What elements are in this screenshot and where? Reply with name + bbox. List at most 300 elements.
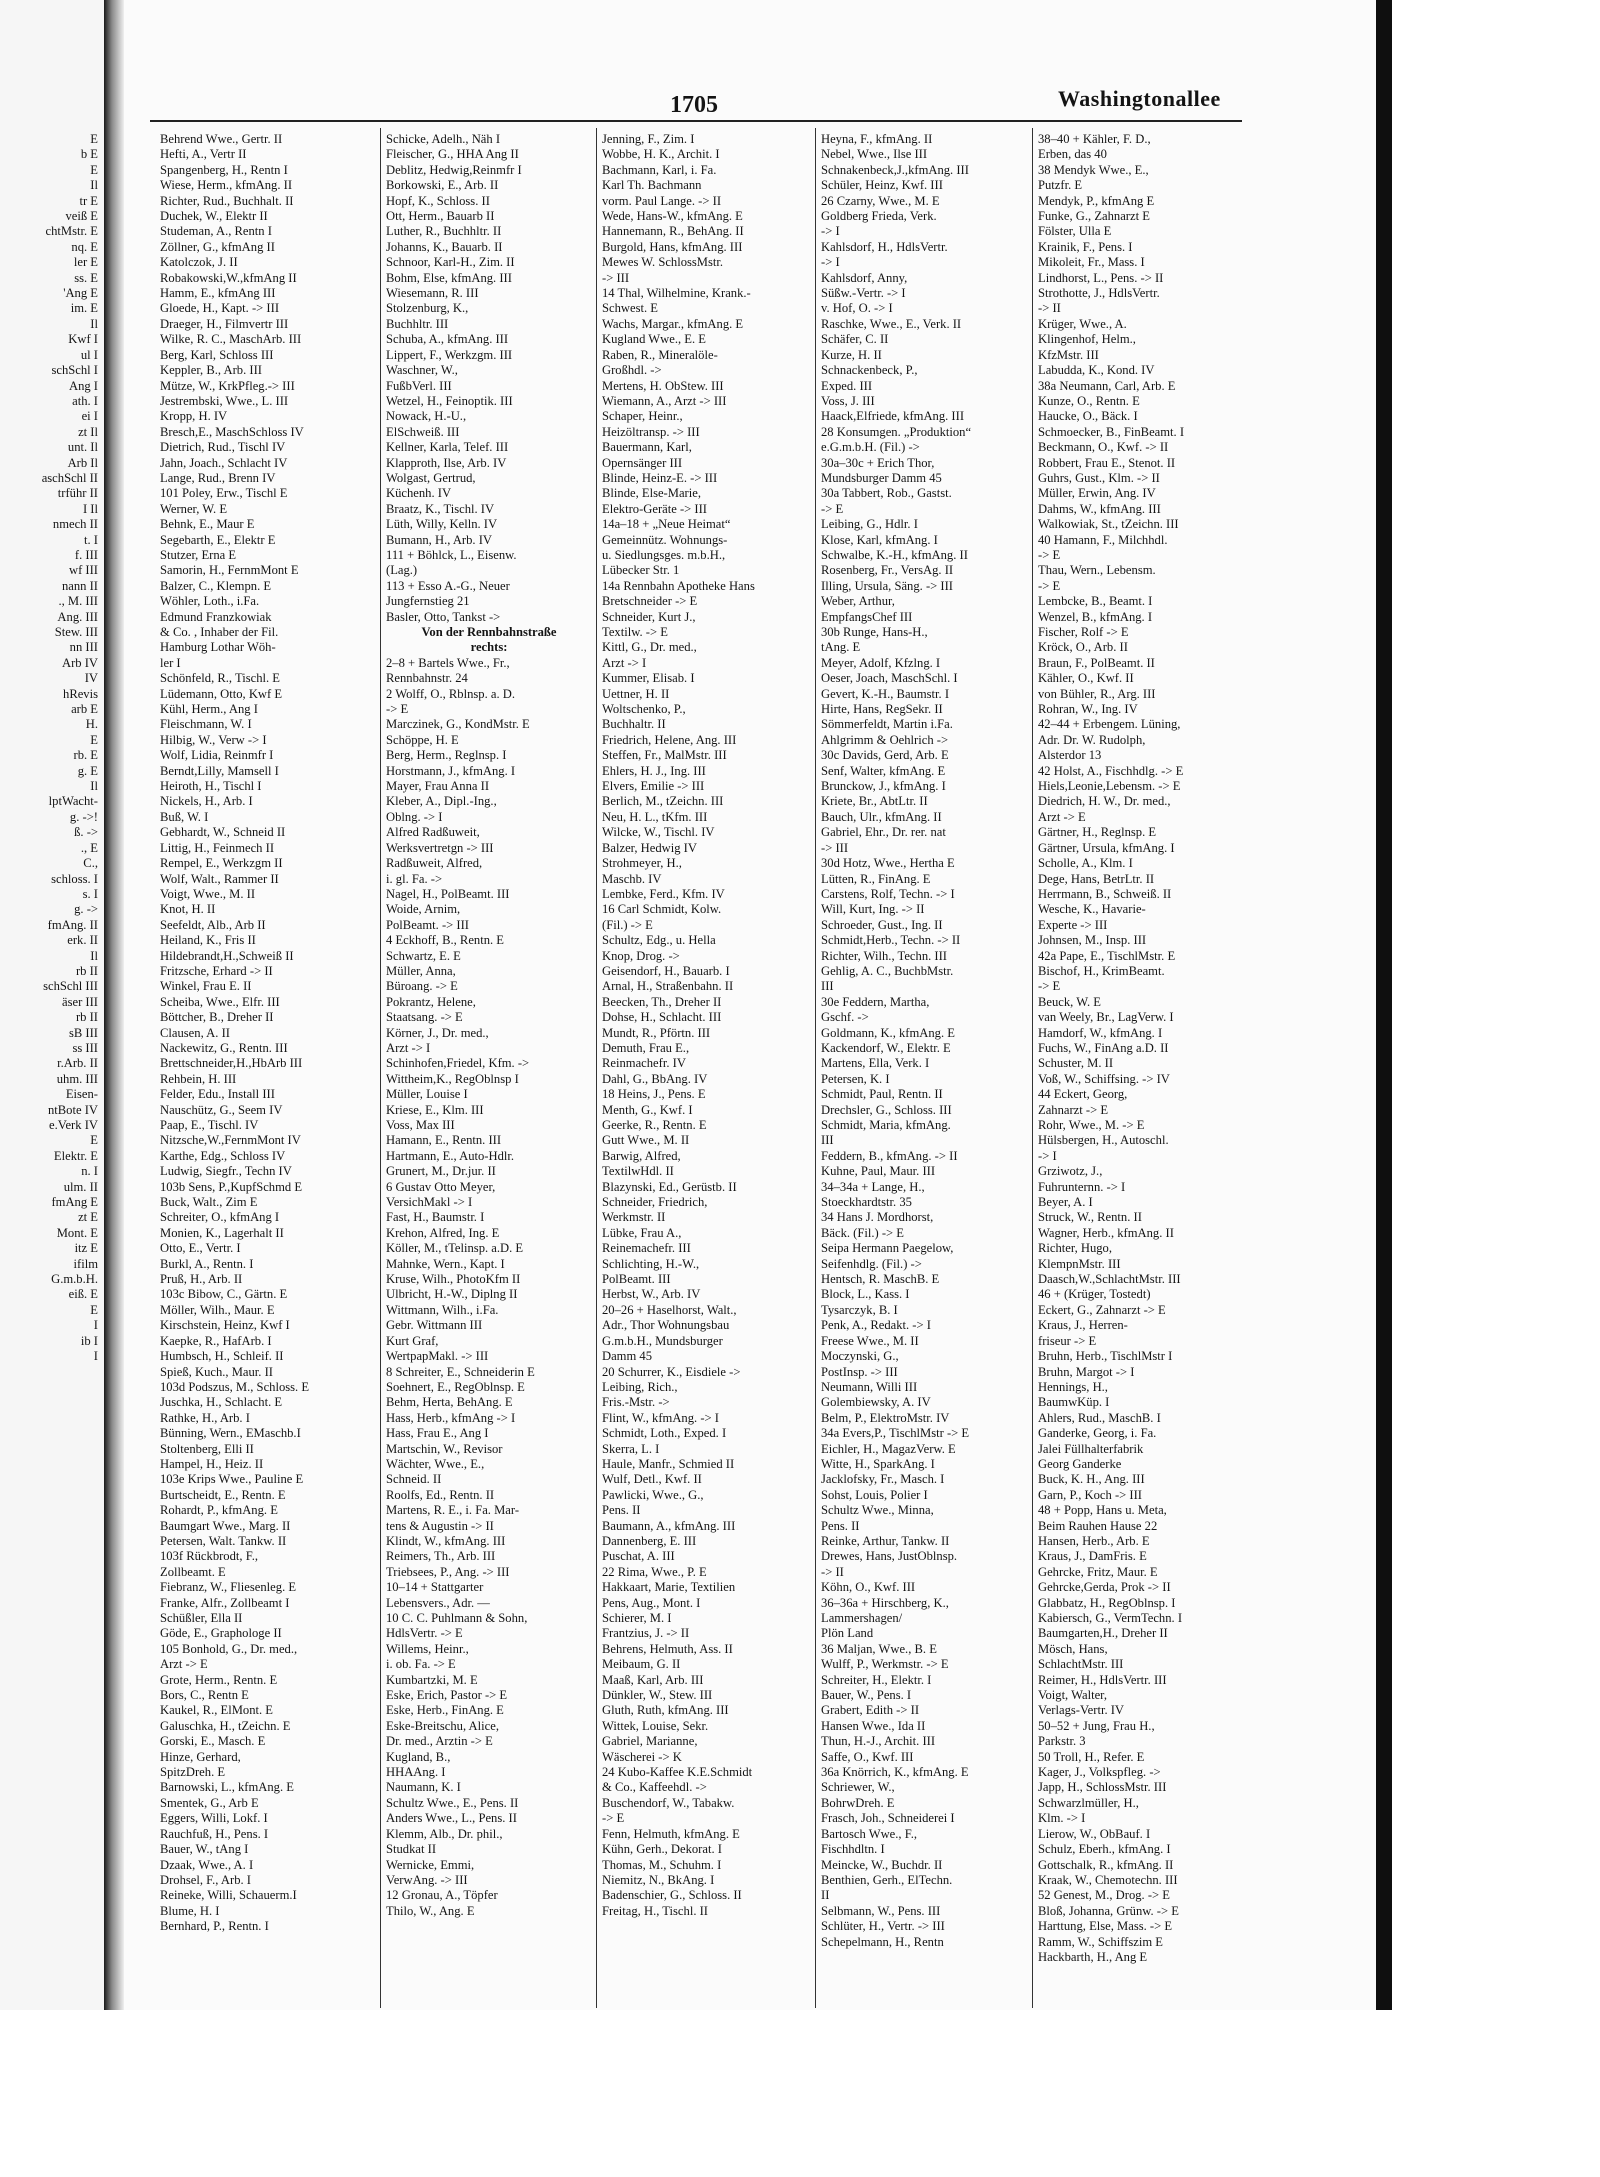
left-page-text: ler E	[73, 255, 98, 270]
directory-entry: Eske, Herb., FinAng. E	[386, 1703, 504, 1718]
directory-entry: Belm, P., ElektroMstr. IV	[821, 1410, 950, 1425]
directory-entry: Drechsler, G., Schloss. III	[821, 1102, 952, 1117]
directory-entry: Geerke, R., Rentn. E	[602, 1118, 707, 1132]
directory-entry: Seipa Hermann Paegelow,	[821, 1241, 954, 1256]
directory-entry: Müller, Erwin, Ang. IV	[1038, 486, 1156, 501]
directory-entry: Otto, E., Vertr. I	[160, 1241, 241, 1256]
directory-entry: Lütten, R., FinAng. E	[821, 871, 931, 886]
directory-entry: Kraak, W., Chemotechn. III	[1038, 1872, 1178, 1887]
directory-entry: Kittl, G., Dr. med.,	[602, 640, 697, 655]
directory-entry: Voss, J. III	[821, 393, 875, 408]
directory-entry: Wesche, K., Havarie-	[1038, 902, 1146, 917]
directory-entry: 103f Rückbrodt, F.,	[160, 1549, 258, 1564]
directory-entry: u. Siedlungsges. m.b.H.,	[602, 547, 726, 562]
directory-entry: Naumann, K. I	[386, 1780, 461, 1795]
directory-entry: Behnk, E., Maur E	[160, 517, 255, 532]
directory-column-1	[160, 132, 376, 1935]
directory-entry: Wilcke, W., Tischl. IV	[602, 825, 715, 840]
directory-entry: Baumgart Wwe., Marg. II	[160, 1518, 291, 1533]
directory-entry: 103b Sens, P.,KupfSchmd E	[160, 1179, 303, 1194]
directory-entry: Lebensvers., Adr. —	[386, 1595, 490, 1610]
directory-entry: Japp, H., SchlossMstr. III	[1038, 1780, 1167, 1795]
directory-entry: Fuchs, W., FinAng a.D. II	[1038, 1040, 1169, 1055]
directory-entry: Schmoecker, B., FinBeamt. I	[1038, 424, 1185, 439]
directory-entry: Triebsees, P., Ang. -> III	[386, 1564, 510, 1579]
directory-entry: Lübke, Frau A.,	[602, 1225, 682, 1240]
directory-entry: Schriewer, W.,	[821, 1780, 895, 1795]
directory-entry: Mundsburger Damm 45	[821, 470, 942, 485]
directory-entry: -> II	[821, 1564, 844, 1579]
directory-entry: 34a Evers,P., TischlMstr -> E	[821, 1426, 970, 1441]
directory-entry: 30b Runge, Hans-H.,	[821, 625, 928, 639]
left-page-text: zt Il	[78, 424, 98, 439]
directory-entry: Experte -> III	[1038, 917, 1108, 932]
directory-entry: PostInsp. -> III	[821, 1364, 898, 1379]
directory-entry: Burkl, A., Rentn. I	[160, 1256, 254, 1271]
left-page-text: im. E	[70, 301, 98, 316]
left-page-text: ., E	[80, 840, 98, 855]
directory-entry: VerwAng. -> III	[386, 1872, 468, 1887]
directory-entry: Wiemann, A., Arzt -> III	[602, 393, 727, 408]
directory-entry: 18 Heins, J., Pens. E	[602, 1087, 706, 1102]
directory-entry: Müller, Louise I	[386, 1087, 468, 1102]
directory-entry: EmpfangsChef III	[821, 609, 913, 624]
directory-entry: Alsterdor 13	[1038, 748, 1102, 763]
directory-entry: Karthe, Edg., Schloss IV	[160, 1148, 286, 1163]
directory-entry: Dahms, W., kfmAng. III	[1038, 501, 1161, 516]
directory-entry: Radßuweit, Alfred,	[386, 856, 483, 871]
directory-entry: Arnal, H., Straßenbahn. II	[602, 979, 734, 994]
left-page-text: g. ->	[74, 902, 98, 917]
directory-entry: Buck, Walt., Zim E	[160, 1195, 258, 1210]
directory-entry: 111 + Böhlck, L., Eisenw.	[386, 547, 517, 562]
directory-entry: -> III	[821, 840, 849, 855]
directory-entry: Dahl, G., BbAng. IV	[602, 1071, 708, 1086]
directory-entry: Wöhler, Loth., i.Fa.	[160, 594, 260, 609]
directory-entry: Wetzel, H., Feinoptik. III	[386, 393, 513, 408]
directory-entry: Beyer, A. I	[1038, 1195, 1093, 1210]
directory-entry: Hamm, E., kfmAng III	[160, 286, 276, 301]
directory-entry: Selbmann, W., Pens. III	[821, 1903, 941, 1918]
directory-entry: Braatz, K., Tischl. IV	[386, 501, 495, 516]
directory-entry: Jacklofsky, Fr., Masch. I	[821, 1472, 945, 1487]
directory-entry: Weber, Arthur,	[821, 594, 895, 609]
directory-entry: 22 Rima, Wwe., P. E	[602, 1564, 707, 1579]
left-page-text: ib I	[80, 1333, 98, 1348]
left-page-text: chtMstr. E	[45, 224, 98, 239]
directory-entry: Willems, Heinr.,	[386, 1641, 469, 1656]
directory-entry: Rennbahnstr. 24	[386, 671, 468, 686]
left-page-text: schloss. I	[51, 871, 98, 886]
directory-entry: Bresch,E., MaschSchloss IV	[160, 424, 304, 439]
directory-entry: Tysarczyk, B. I	[821, 1302, 898, 1317]
page-number: 1705	[670, 92, 718, 118]
directory-entry: Hass, Frau E., Ang I	[386, 1426, 489, 1441]
directory-entry: Dzaak, Wwe., A. I	[160, 1857, 254, 1872]
left-page-text: Arb IV	[61, 655, 98, 670]
left-page-text: aschSchl II	[41, 470, 98, 485]
directory-entry: Buß, W. I	[160, 809, 209, 824]
directory-entry: Kröck, O., Arb. II	[1038, 640, 1128, 655]
directory-entry: Heyna, F., kfmAng. II	[821, 132, 933, 146]
directory-entry: Eske, Erich, Pastor -> E	[386, 1688, 508, 1703]
directory-entry: Arzt -> I	[602, 655, 647, 670]
directory-entry: Struck, W., Rentn. II	[1038, 1210, 1142, 1225]
directory-entry: Dege, Hans, BetrLtr. II	[1038, 871, 1155, 886]
directory-entry: Kellner, Karla, Telef. III	[386, 440, 509, 455]
directory-entry: Berndt,Lilly, Mamsell I	[160, 763, 279, 778]
directory-entry: Humbsch, H., Schleif. II	[160, 1349, 284, 1364]
left-page-text: lptWacht-	[48, 794, 98, 809]
directory-entry: Hartmann, E., Auto-Hdlr.	[386, 1148, 515, 1163]
directory-entry: Badenschier, G., Schloss. II	[602, 1888, 742, 1903]
directory-entry: Gehlig, A. C., BuchbMstr.	[821, 963, 954, 978]
directory-entry: Kummer, Elisab. I	[602, 671, 695, 686]
directory-entry: Heiland, K., Fris II	[160, 933, 256, 948]
directory-entry: Block, L., Kass. I	[821, 1287, 910, 1302]
directory-entry: 50–52 + Jung, Frau H.,	[1038, 1718, 1155, 1733]
left-page-text: G.m.b.H.	[51, 1272, 98, 1287]
directory-entry: Woide, Arnim,	[386, 902, 461, 917]
directory-entry: Klose, Karl, kfmAng. I	[821, 532, 938, 547]
directory-entry: Gschf. ->	[821, 1010, 869, 1025]
directory-entry: Blinde, Heinz-E. -> III	[602, 470, 718, 485]
directory-entry: Ramm, W., Schiffszim E	[1038, 1934, 1164, 1949]
directory-entry: Golembiewsky, A. IV	[821, 1395, 931, 1410]
directory-entry: Balzer, Hedwig IV	[602, 840, 697, 855]
directory-entry: Reimer, H., HdlsVertr. III	[1038, 1672, 1167, 1687]
left-page-text: Ang I	[68, 378, 98, 393]
directory-entry: Marczinek, G., KondMstr. E	[386, 717, 530, 732]
directory-entry: Wolf, Lidia, Reinmfr I	[160, 748, 274, 763]
directory-entry: Schlichting, H.-W.,	[602, 1256, 700, 1271]
directory-entry: 113 + Esso A.-G., Neuer	[386, 578, 510, 593]
directory-entry: Ahlgrimm & Oehlrich ->	[821, 732, 949, 747]
directory-entry: Rosenberg, Fr., VersAg. II	[821, 563, 954, 578]
directory-entry: VersichMakl -> I	[386, 1195, 473, 1210]
directory-entry: 103c Bibow, C., Gärtn. E	[160, 1287, 288, 1302]
directory-column-4	[821, 132, 1028, 1950]
left-page-text: E	[90, 1133, 98, 1148]
left-page-text: g. E	[77, 763, 98, 778]
left-page-text: Kwf I	[68, 332, 98, 347]
directory-entry: Spangenberg, H., Rentn I	[160, 162, 288, 177]
directory-entry: Pens, Aug., Mont. I	[602, 1595, 701, 1610]
directory-entry: Grziwotz, J.,	[1038, 1164, 1103, 1179]
directory-entry: Brettschneider,H.,HbArb III	[160, 1056, 303, 1071]
left-page-text: wf III	[68, 563, 98, 578]
directory-entry: Geisendorf, H., Bauarb. I	[602, 963, 730, 978]
directory-entry: Kahlsdorf, Anny,	[821, 270, 908, 285]
directory-entry: rechts:	[470, 640, 508, 655]
directory-entry: Meyer, Adolf, Kfzlng. I	[821, 655, 941, 670]
directory-entry: Juschka, H., Schlacht. E	[160, 1395, 283, 1410]
column-rule	[815, 128, 816, 2008]
directory-entry: Lindhorst, L., Pens. -> II	[1038, 270, 1164, 285]
directory-entry: Thau, Wern., Lebensm.	[1038, 563, 1156, 578]
directory-entry: 38a Neumann, Carl, Arb. E	[1038, 378, 1176, 393]
directory-entry: Leibing, G., Hdlr. I	[821, 517, 918, 532]
directory-entry: Neu, H. L., tKfm. III	[602, 809, 708, 824]
left-page-text: trführ II	[57, 486, 98, 501]
directory-entry: Wächter, Wwe., E.,	[386, 1456, 485, 1471]
directory-entry: Schnoor, Karl-H., Zim. II	[386, 255, 515, 270]
directory-entry: i. ob. Fa. -> E	[386, 1657, 456, 1672]
directory-entry: Fast, H., Baumstr. I	[386, 1210, 485, 1225]
directory-entry: Staatsang. -> E	[386, 1010, 463, 1025]
directory-entry: Buck, K. H., Ang. III	[1038, 1472, 1145, 1487]
directory-entry: Stoeckhardtstr. 35	[821, 1195, 912, 1210]
directory-entry: Voigt, Walter,	[1038, 1688, 1108, 1703]
directory-entry: Will, Kurt, Ing. -> II	[821, 902, 925, 917]
directory-entry: Strohmeyer, H.,	[602, 856, 682, 871]
directory-entry: Fleischer, G., HHA Ang II	[386, 147, 519, 162]
directory-entry: Nickels, H., Arb. I	[160, 794, 253, 809]
left-page-text: Il	[90, 316, 98, 331]
directory-entry: 2–8 + Bartels Wwe., Fr.,	[386, 655, 510, 670]
left-page-text: f. III	[74, 547, 98, 562]
column-rule	[1032, 128, 1033, 2008]
left-page-text: e.Verk IV	[49, 1118, 98, 1132]
directory-entry: ler I	[160, 655, 181, 670]
directory-entry: Freitag, H., Tischl. II	[602, 1903, 709, 1918]
directory-entry: Gehrcke, Fritz, Maur. E	[1038, 1564, 1158, 1579]
directory-entry: TextilwHdl. II	[602, 1164, 674, 1179]
directory-entry: Dünkler, W., Stew. III	[602, 1688, 713, 1703]
directory-entry: Spieß, Kuch., Maur. II	[160, 1364, 273, 1379]
directory-entry: Wolf, Walt., Rammer II	[160, 871, 279, 886]
left-page-text: ath. I	[72, 393, 98, 408]
directory-entry: KfzMstr. III	[1038, 347, 1099, 362]
left-page-text: eiß. E	[68, 1287, 98, 1302]
directory-entry: Maschb. IV	[602, 871, 662, 886]
directory-entry: -> II	[1038, 301, 1061, 316]
left-page-text: schSchl I	[51, 363, 98, 378]
directory-entry: Lippert, F., Werkzgm. III	[386, 347, 513, 362]
directory-entry: Leibing, Rich.,	[602, 1379, 678, 1394]
directory-entry: Wulff, P., Werkmstr. -> E	[821, 1657, 949, 1672]
directory-entry: 36 Maljan, Wwe., B. E	[821, 1641, 937, 1656]
directory-entry: Bruhn, Margot -> I	[1038, 1364, 1135, 1379]
left-page-text: n. I	[81, 1164, 98, 1179]
directory-entry: Mösch, Hans,	[1038, 1641, 1108, 1656]
directory-entry: Braun, F., PolBeamt. II	[1038, 655, 1155, 670]
directory-entry: Ganderke, Georg, i. Fa.	[1038, 1426, 1157, 1441]
directory-entry: Fenn, Helmuth, kfmAng. E	[602, 1826, 740, 1841]
directory-entry: Rohran, W., Ing. IV	[1038, 702, 1138, 717]
directory-entry: Kaukel, R., ElMont. E	[160, 1703, 273, 1718]
directory-entry: 42–44 + Erbengem. Lüning,	[1038, 717, 1181, 732]
left-page-text: Mont. E	[56, 1225, 98, 1240]
left-page-text: Il	[90, 178, 98, 193]
directory-entry: Woltschenko, P.,	[602, 702, 686, 717]
directory-entry: Gebr. Wittmann III	[386, 1318, 483, 1333]
directory-entry: Seifenhdlg. (Fil.) ->	[821, 1256, 922, 1271]
directory-entry: Petersen, K. I	[821, 1071, 890, 1086]
directory-entry: Schmidt, Paul, Rentn. II	[821, 1087, 943, 1102]
directory-entry: Monien, K., Lagerhalt II	[160, 1225, 284, 1240]
directory-entry: 14 Thal, Wilhelmine, Krank.-	[602, 286, 751, 301]
directory-entry: Franke, Alfr., Zollbeamt I	[160, 1595, 290, 1610]
directory-entry: 30c Davids, Gerd, Arb. E	[821, 748, 949, 763]
directory-entry: Wäscherei -> K	[602, 1749, 682, 1764]
directory-entry: Martens, Ella, Verk. I	[821, 1056, 930, 1071]
directory-entry: Rehbein, H. III	[160, 1071, 237, 1086]
directory-entry: Reinmachefr. IV	[602, 1056, 686, 1071]
directory-entry: Wede, Hans-W., kfmAng. E	[602, 209, 743, 224]
directory-entry: Witte, H., SparkAng. I	[821, 1456, 935, 1471]
left-page-text: E	[90, 132, 98, 146]
left-page-text: veiß E	[65, 209, 98, 224]
directory-entry: Damm 45	[602, 1349, 653, 1364]
directory-entry: Baumann, A., kfmAng. III	[602, 1518, 736, 1533]
directory-entry: Kraus, J., Herren-	[1038, 1318, 1128, 1333]
directory-entry: Kurze, H. II	[821, 347, 882, 362]
street-name-heading: Washingtonallee	[1058, 86, 1221, 111]
directory-entry: Bruhn, Herb., TischlMstr I	[1038, 1349, 1173, 1364]
directory-entry: 2 Wolff, O., Rblnsp. a. D.	[386, 686, 516, 701]
directory-entry: Wittek, Louise, Sekr.	[602, 1718, 709, 1733]
directory-entry: Drohsel, F., Arb. I	[160, 1872, 251, 1887]
directory-entry: Nitzsche,W.,FernmMont IV	[160, 1133, 301, 1148]
directory-entry: Großhdl. ->	[602, 363, 662, 378]
directory-entry: Gebhardt, W., Schneid II	[160, 825, 286, 840]
directory-entry: Rauchfuß, H., Pens. I	[160, 1826, 269, 1841]
left-page-text: uhm. III	[56, 1071, 98, 1086]
left-page-text: rb II	[75, 963, 98, 978]
directory-entry: Nackewitz, G., Rentn. III	[160, 1040, 288, 1055]
directory-entry: Schnackenbeck, P.,	[821, 363, 918, 378]
directory-entry: Eichler, H., MagazVerw. E	[821, 1441, 956, 1456]
directory-entry: Harttung, Else, Mass. -> E	[1038, 1919, 1173, 1934]
directory-entry: Schreiter, O., kfmAng I	[160, 1210, 280, 1225]
directory-entry: Schinhofen,Friedel, Kfm. ->	[386, 1056, 530, 1071]
directory-entry: Flint, W., kfmAng. -> I	[602, 1410, 719, 1425]
directory-entry: PolBeamt. III	[602, 1272, 671, 1287]
directory-entry: Grunert, M., Dr.jur. II	[386, 1164, 496, 1179]
directory-entry: Glabbatz, H., RegOblnsp. I	[1038, 1595, 1176, 1610]
left-page-text: Il	[90, 779, 98, 794]
directory-entry: Körner, J., Dr. med.,	[386, 1025, 489, 1040]
directory-entry: Ulbricht, H.-W., Diplng II	[386, 1287, 518, 1302]
directory-entry: Hopf, K., Schloss. II	[386, 193, 490, 208]
directory-entry: von Bühler, R., Arg. III	[1038, 686, 1156, 701]
directory-entry: Kugland Wwe., E. E	[602, 332, 706, 347]
directory-entry: 44 Eckert, Georg,	[1038, 1087, 1128, 1102]
directory-entry: Bauch, Ulr., kfmAng. II	[821, 809, 942, 824]
directory-entry: -> I	[821, 224, 840, 239]
left-page-text: C.,	[83, 856, 98, 871]
left-page-text: ul I	[80, 347, 98, 362]
directory-entry: Schuba, A., kfmAng. III	[386, 332, 509, 347]
directory-entry: Adr. Dr. W. Rudolph,	[1038, 732, 1146, 747]
directory-entry: Stutzer, Erna E	[160, 547, 237, 562]
directory-entry: Schöppe, H. E	[386, 732, 459, 747]
directory-entry: Demuth, Frau E.,	[602, 1040, 690, 1055]
left-page-text: b E	[80, 147, 98, 162]
directory-entry: Schüler, Heinz, Kwf. III	[821, 178, 943, 193]
directory-entry: Richter, Rud., Buchhalt. II	[160, 193, 294, 208]
directory-entry: Krainik, F., Pens. I	[1038, 239, 1133, 254]
directory-entry: Süßw.-Vertr. -> I	[821, 286, 906, 301]
directory-entry: Schepelmann, H., Rentn	[821, 1934, 944, 1949]
directory-entry: Keppler, B., Arb. III	[160, 363, 262, 378]
directory-entry: -> E	[1038, 578, 1061, 593]
directory-entry: Wiese, Herm., kfmAng. II	[160, 178, 293, 193]
directory-entry: Dietrich, Rud., Tischl IV	[160, 440, 286, 455]
directory-entry: Goldmann, K., kfmAng. E	[821, 1025, 955, 1040]
directory-entry: Adr., Thor Wohnungsbau	[602, 1318, 730, 1333]
directory-entry: -> III	[602, 270, 630, 285]
directory-entry: Galuschka, H., tZeichn. E	[160, 1718, 291, 1733]
directory-entry: Haack,Elfriede, kfmAng. III	[821, 409, 965, 424]
directory-entry: Goldberg Frieda, Verk.	[821, 209, 937, 224]
directory-entry: Kleber, A., Dipl.-Ing.,	[386, 794, 497, 809]
directory-entry: Krehon, Alfred, Ing. E	[386, 1225, 500, 1240]
directory-entry: WertpapMakl. -> III	[386, 1349, 489, 1364]
directory-entry: Littig, H., Feinmech II	[160, 840, 275, 855]
directory-entry: 40 Hamann, F., Milchhdl.	[1038, 532, 1168, 547]
directory-entry: Wachs, Margar., kfmAng. E	[602, 316, 744, 331]
directory-entry: Wittheim,K., RegOblnsp I	[386, 1071, 519, 1086]
directory-entry: Illing, Ursula, Säng. -> III	[821, 578, 953, 593]
directory-entry: Garn, P., Koch -> III	[1038, 1487, 1142, 1502]
directory-entry: III	[821, 1133, 834, 1148]
directory-entry: friseur -> E	[1038, 1333, 1097, 1348]
directory-entry: Meibaum, G. II	[602, 1657, 681, 1672]
directory-entry: Voss, Max III	[386, 1118, 455, 1132]
directory-entry: Klindt, W., kfmAng. III	[386, 1533, 506, 1548]
directory-entry: Burtscheidt, E., Rentn. E	[160, 1487, 286, 1502]
directory-entry: Carstens, Rolf, Techn. -> I	[821, 886, 955, 901]
directory-entry: Richter, Hugo,	[1038, 1241, 1112, 1256]
left-page-text: Eisen-	[65, 1087, 98, 1102]
directory-entry: Oblng. -> I	[386, 809, 443, 824]
directory-entry: Menth, G., Kwf. I	[602, 1102, 693, 1117]
directory-entry: Pens. II	[821, 1518, 860, 1533]
directory-entry: Lüdemann, Otto, Kwf E	[160, 686, 283, 701]
directory-entry: Böttcher, B., Dreher II	[160, 1010, 274, 1025]
directory-entry: Schicke, Adelh., Näh I	[386, 132, 501, 146]
directory-entry: Kropp, H. IV	[160, 409, 228, 424]
directory-entry: Jalei Füllhalterfabrik	[1038, 1441, 1144, 1456]
directory-entry: Kabiersch, G., VermTechn. I	[1038, 1611, 1183, 1625]
directory-entry: Beckmann, O., Kwf. -> II	[1038, 440, 1169, 455]
column-rule	[596, 128, 597, 2008]
directory-entry: Barnowski, L., kfmAng. E	[160, 1780, 294, 1795]
directory-entry: Fischer, Rolf -> E	[1038, 625, 1129, 639]
directory-entry: Eske-Breitschu, Alice,	[386, 1718, 499, 1733]
directory-entry: Drewes, Hans, JustOblnsp.	[821, 1549, 958, 1564]
directory-entry: Mikoleit, Fr., Mass. I	[1038, 255, 1145, 270]
directory-entry: Gabriel, Marianne,	[602, 1734, 698, 1749]
directory-entry: Edmund Franzkowiak	[160, 609, 272, 624]
directory-entry: Bernhard, P., Rentn. I	[160, 1919, 269, 1934]
directory-entry: Martens, R. E., i. Fa. Mar-	[386, 1503, 520, 1518]
directory-entry: SchlachtMstr. III	[1038, 1657, 1124, 1672]
left-page-text: ulm. II	[63, 1179, 98, 1194]
directory-entry: Anders Wwe., L., Pens. II	[386, 1811, 517, 1826]
directory-entry: Schmidt, Loth., Exped. I	[602, 1426, 727, 1441]
directory-entry: Lange, Rud., Brenn IV	[160, 470, 276, 485]
directory-entry: Scheiba, Wwe., Elfr. III	[160, 994, 280, 1009]
directory-entry: Neumann, Willi III	[821, 1379, 918, 1394]
directory-entry: Berg, Herm., Reglnsp. I	[386, 748, 507, 763]
left-page-text: rb. E	[73, 748, 98, 763]
directory-entry: Zahnarzt -> E	[1038, 1102, 1109, 1117]
directory-entry: tens & Augustin -> II	[386, 1518, 494, 1533]
directory-entry: Heiroth, H., Tischl I	[160, 779, 262, 794]
